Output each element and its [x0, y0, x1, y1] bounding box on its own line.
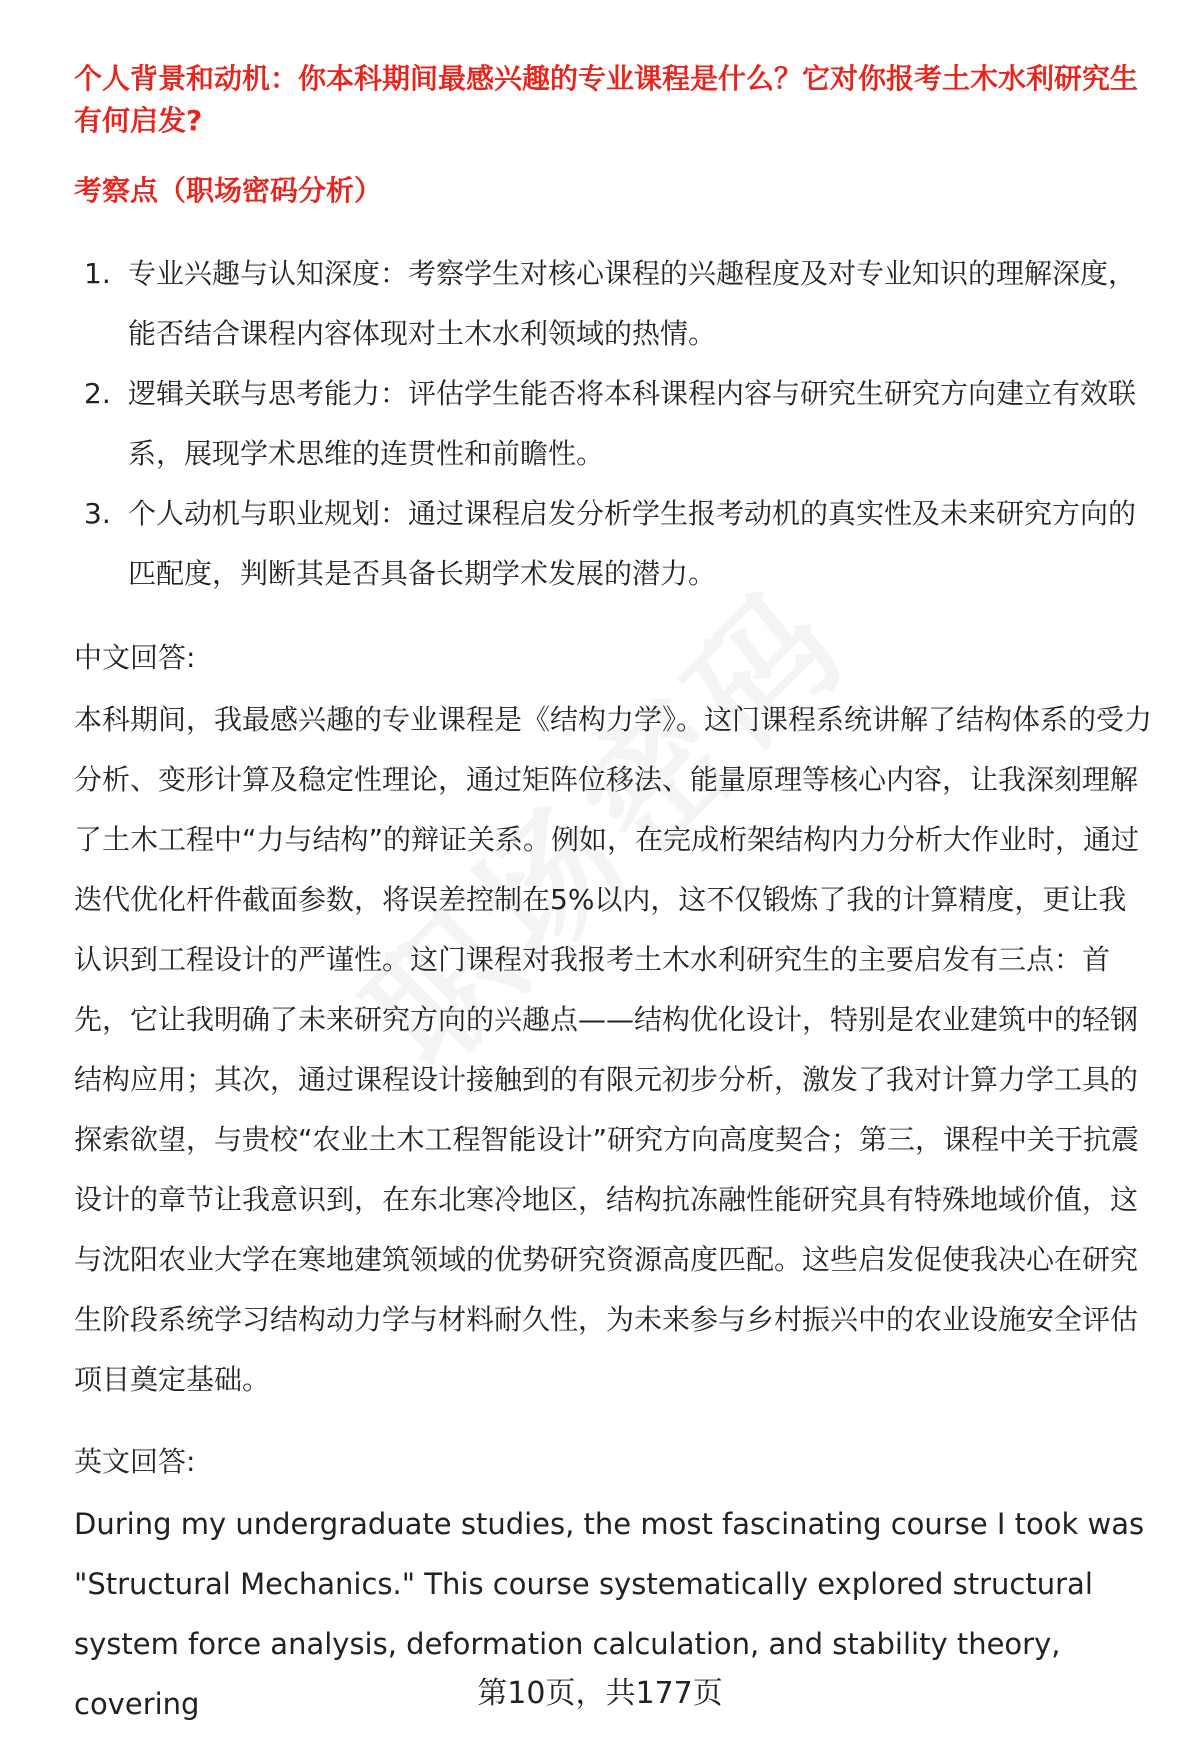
page-number: 第10页，共177页 — [477, 1676, 723, 1711]
points-list — [84, 244, 1154, 604]
list-item-text: 专业兴趣与认知深度：考察学生对核心课程的兴趣程度及对专业知识的理解深度，能否结合课程内容体现对土木水利领域的热情。 — [128, 257, 1137, 350]
list-item — [84, 364, 1154, 484]
english-answer-label: 英文回答: — [74, 1445, 196, 1478]
list-item-number: 1. — [84, 257, 111, 290]
points-heading: 考察点（职场密码分析） — [74, 174, 383, 207]
chinese-answer-label: 中文回答: — [74, 641, 196, 674]
list-item — [84, 484, 1154, 604]
list-item — [84, 244, 1154, 364]
list-item-text: 个人动机与职业规划：通过课程启发分析学生报考动机的真实性及未来研究方向的匹配度，判断其是否具备长期学术发展的潜力。 — [128, 497, 1137, 590]
question-heading: 个人背景和动机：你本科期间最感兴趣的专业课程是什么？它对你报考土木水利研究生有何启发? — [74, 62, 1139, 137]
list-item-number: 2. — [84, 377, 111, 410]
english-answer-text: During my undergraduate studies, the most fascinating course I took was "Structural Mechanics." This course systematically explored structural system force analysis, deformation calculation, and stability theory, covering — [74, 1507, 1145, 1721]
chinese-answer-text: 本科期间，我最感兴趣的专业课程是《结构力学》。这门课程系统讲解了结构体系的受力分析、变形计算及稳定性理论，通过矩阵位移法、能量原理等核心内容，让我深刻理解了土木工程中“力与结构”的辩证关系。例如，在完成桁架结构内力分析大作业时，通过迭代优化杆件截面参数，将误差控制在5%以内，这不仅锻炼了我的计算精度，更让我认识到工程设计的严谨性。这门课程对我报考土木水利研究生的主要启发有三点：首先，它让我明确了未来研究方向的兴趣点——结构优化设计，特别是农业建筑中的轻钢结构应用；其次，通过课程设计接触到的有限元初步分析，激发了我对计算力学工具的探索欲望，与贵校“农业土木工程智能设计”研究方向高度契合；第三，课程中关于抗震设计的章节让我意识到，在东北寒冷地区，结构抗冻融性能研究具有特殊地域价值，这与沈阳农业大学在寒地建筑领域的优势研究资源高度匹配。这些启发促使我决心在研究生阶段系统学习结构动力学与材料耐久性，为未来参与乡村振兴中的农业设施安全评估项目奠定基础。 — [74, 703, 1153, 1396]
list-item-number: 3. — [84, 497, 111, 530]
list-item-text: 逻辑关联与思考能力：评估学生能否将本科课程内容与研究生研究方向建立有效联系，展现学术思维的连贯性和前瞻性。 — [128, 377, 1137, 470]
